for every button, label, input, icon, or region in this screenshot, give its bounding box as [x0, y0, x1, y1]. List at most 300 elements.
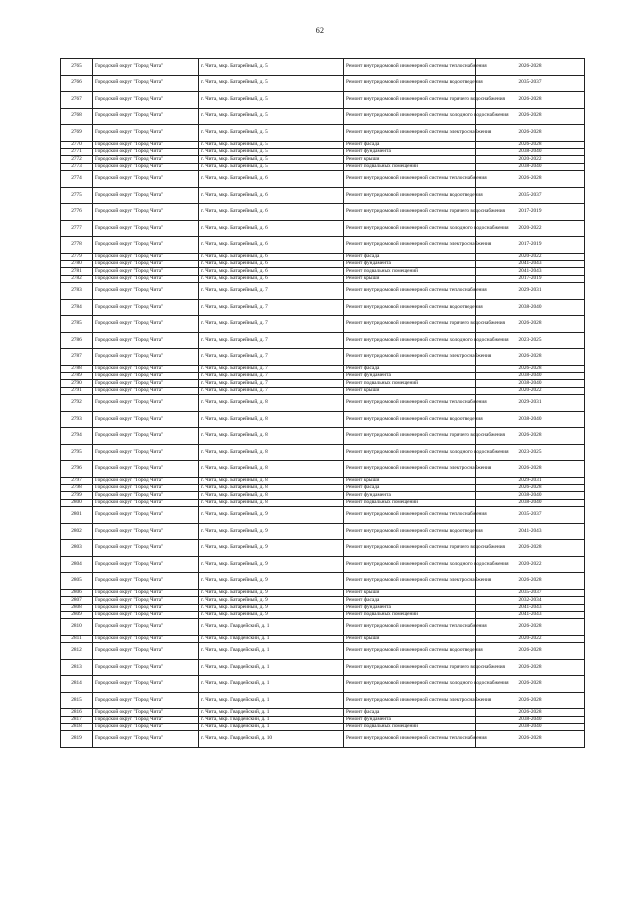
row-number: 2808	[61, 604, 93, 611]
row-number: 2776	[61, 204, 93, 221]
address-cell: г. Чита, мкр. Батарейный, д. 6	[199, 204, 344, 221]
municipality-cell: Городской округ "Город Чита"	[93, 507, 199, 524]
address-cell: г. Чита, мкр. Гвардейский, д. 1	[199, 709, 344, 716]
period-cell: 2038-2040	[476, 499, 585, 506]
address-cell: г. Чита, мкр. Батарейный, д. 9	[199, 604, 344, 611]
work-type-cell: Ремонт подвальных помещений	[344, 611, 476, 618]
address-cell: г. Чита, мкр. Гвардейский, д. 1	[199, 635, 344, 642]
municipality-cell: Городской округ "Город Чита"	[93, 723, 199, 730]
row-number: 2793	[61, 411, 93, 428]
address-cell: г. Чита, мкр. Батарейный, д. 6	[199, 220, 344, 237]
municipality-cell: Городской округ "Город Чита"	[93, 365, 199, 372]
work-type-cell: Ремонт фундамента	[344, 148, 476, 155]
municipality-cell: Городской округ "Город Чита"	[93, 316, 199, 333]
row-number: 2812	[61, 643, 93, 660]
address-cell: г. Чита, мкр. Батарейный, д. 8	[199, 395, 344, 412]
period-cell: 2038-2040	[476, 380, 585, 387]
period-cell: 2026-2028	[476, 573, 585, 590]
table-row	[61, 349, 585, 366]
period-cell: 2026-2028	[476, 59, 585, 76]
work-type-cell: Ремонт подвальных помещений	[344, 499, 476, 506]
period-cell: 2038-2040	[476, 716, 585, 723]
work-type-cell: Ремонт внутридомовой инженерной системы теплоснабжения	[344, 507, 476, 524]
table-row	[61, 499, 585, 506]
work-type-cell: Ремонт внутридомовой инженерной системы водоотведения	[344, 187, 476, 204]
table-row	[61, 589, 585, 596]
address-cell: г. Чита, мкр. Батарейный, д. 7	[199, 365, 344, 372]
period-cell: 2020-2022	[476, 253, 585, 260]
table-row	[61, 316, 585, 333]
municipality-cell: Городской округ "Город Чита"	[93, 237, 199, 254]
row-number: 2813	[61, 659, 93, 676]
work-type-cell: Ремонт внутридомовой инженерной системы горячего водоснабжения	[344, 92, 476, 109]
municipality-cell: Городской округ "Город Чита"	[93, 380, 199, 387]
period-cell: 2026-2028	[476, 461, 585, 478]
row-number: 2802	[61, 523, 93, 540]
municipality-cell: Городской округ "Город Чита"	[93, 444, 199, 461]
table-row	[61, 709, 585, 716]
row-number: 2800	[61, 499, 93, 506]
row-number: 2794	[61, 428, 93, 445]
municipality-cell: Городской округ "Город Чита"	[93, 108, 199, 125]
address-cell: г. Чита, мкр. Батарейный, д. 6	[199, 260, 344, 267]
row-number: 2792	[61, 395, 93, 412]
period-cell: 2020-2022	[476, 556, 585, 573]
work-type-cell: Ремонт фундамента	[344, 492, 476, 499]
period-cell: 2023-2025	[476, 444, 585, 461]
table-row	[61, 611, 585, 618]
row-number: 2818	[61, 723, 93, 730]
address-cell: г. Чита, мкр. Батарейный, д. 7	[199, 373, 344, 380]
row-number: 2810	[61, 619, 93, 636]
work-type-cell: Ремонт внутридомовой инженерной системы водоотведения	[344, 523, 476, 540]
municipality-cell: Городской округ "Город Чита"	[93, 332, 199, 349]
row-number: 2790	[61, 380, 93, 387]
period-cell: 2029-2031	[476, 283, 585, 300]
period-cell: 2017-2019	[476, 237, 585, 254]
row-number: 2772	[61, 156, 93, 163]
work-type-cell: Ремонт крыши	[344, 275, 476, 282]
period-cell: 2020-2022	[476, 387, 585, 394]
period-cell: 2026-2028	[476, 349, 585, 366]
municipality-cell: Городской округ "Город Чита"	[93, 283, 199, 300]
row-number: 2770	[61, 141, 93, 148]
table-row	[61, 171, 585, 188]
address-cell: г. Чита, мкр. Батарейный, д. 9	[199, 573, 344, 590]
table-row	[61, 731, 585, 748]
table-row	[61, 187, 585, 204]
municipality-cell: Городской округ "Город Чита"	[93, 148, 199, 155]
table-row	[61, 643, 585, 660]
work-type-cell: Ремонт фасада	[344, 253, 476, 260]
table-row	[61, 299, 585, 316]
work-type-cell: Ремонт фасада	[344, 597, 476, 604]
table-row	[61, 723, 585, 730]
row-number: 2815	[61, 692, 93, 709]
address-cell: г. Чита, мкр. Батарейный, д. 7	[199, 316, 344, 333]
row-number: 2782	[61, 275, 93, 282]
row-number: 2784	[61, 299, 93, 316]
period-cell: 2026-2028	[476, 709, 585, 716]
address-cell: г. Чита, мкр. Батарейный, д. 9	[199, 597, 344, 604]
work-type-cell: Ремонт внутридомовой инженерной системы горячего водоснабжения	[344, 540, 476, 557]
row-number: 2797	[61, 477, 93, 484]
address-cell: г. Чита, мкр. Гвардейский, д. 1	[199, 723, 344, 730]
municipality-cell: Городской округ "Город Чита"	[93, 387, 199, 394]
address-cell: г. Чита, мкр. Батарейный, д. 6	[199, 171, 344, 188]
address-cell: г. Чита, мкр. Батарейный, д. 6	[199, 268, 344, 275]
municipality-cell: Городской округ "Город Чита"	[93, 556, 199, 573]
table-row	[61, 260, 585, 267]
row-number: 2806	[61, 589, 93, 596]
municipality-cell: Городской округ "Город Чита"	[93, 589, 199, 596]
row-number: 2787	[61, 349, 93, 366]
row-number: 2769	[61, 125, 93, 142]
address-cell: г. Чита, мкр. Батарейный, д. 9	[199, 507, 344, 524]
row-number: 2816	[61, 709, 93, 716]
period-cell: 2023-2025	[476, 332, 585, 349]
row-number: 2786	[61, 332, 93, 349]
table-row	[61, 373, 585, 380]
work-type-cell: Ремонт внутридомовой инженерной системы горячего водоснабжения	[344, 428, 476, 445]
row-number: 2801	[61, 507, 93, 524]
work-type-cell: Ремонт фасада	[344, 365, 476, 372]
address-cell: г. Чита, мкр. Батарейный, д. 6	[199, 275, 344, 282]
capital-repair-table	[60, 58, 585, 748]
table-body	[61, 59, 585, 748]
row-number: 2783	[61, 283, 93, 300]
municipality-cell: Городской округ "Город Чита"	[93, 604, 199, 611]
work-type-cell: Ремонт внутридомовой инженерной системы теплоснабжения	[344, 171, 476, 188]
row-number: 2771	[61, 148, 93, 155]
row-number: 2809	[61, 611, 93, 618]
municipality-cell: Городской округ "Город Чита"	[93, 163, 199, 170]
address-cell: г. Чита, мкр. Гвардейский, д. 1	[199, 619, 344, 636]
period-cell: 2038-2040	[476, 373, 585, 380]
period-cell: 2038-2040	[476, 148, 585, 155]
period-cell: 2032-2034	[476, 597, 585, 604]
municipality-cell: Городской округ "Город Чита"	[93, 619, 199, 636]
municipality-cell: Городской округ "Город Чита"	[93, 540, 199, 557]
period-cell: 2020-2022	[476, 220, 585, 237]
work-type-cell: Ремонт крыши	[344, 387, 476, 394]
row-number: 2781	[61, 268, 93, 275]
municipality-cell: Городской округ "Город Чита"	[93, 461, 199, 478]
municipality-cell: Городской округ "Город Чита"	[93, 141, 199, 148]
address-cell: г. Чита, мкр. Батарейный, д. 9	[199, 611, 344, 618]
page-number: 62	[315, 26, 325, 35]
work-type-cell: Ремонт внутридомовой инженерной системы электроснабжения	[344, 461, 476, 478]
work-type-cell: Ремонт внутридомовой инженерной системы теплоснабжения	[344, 59, 476, 76]
work-type-cell: Ремонт крыши	[344, 156, 476, 163]
table-row	[61, 237, 585, 254]
address-cell: г. Чита, мкр. Батарейный, д. 7	[199, 299, 344, 316]
table-row	[61, 59, 585, 76]
address-cell: г. Чита, мкр. Батарейный, д. 8	[199, 411, 344, 428]
municipality-cell: Городской округ "Город Чита"	[93, 59, 199, 76]
period-cell: 2017-2019	[476, 204, 585, 221]
municipality-cell: Городской округ "Город Чита"	[93, 716, 199, 723]
row-number: 2765	[61, 59, 93, 76]
table-row	[61, 428, 585, 445]
municipality-cell: Городской округ "Город Чита"	[93, 523, 199, 540]
table-row	[61, 659, 585, 676]
municipality-cell: Городской округ "Город Чита"	[93, 477, 199, 484]
table-row	[61, 395, 585, 412]
period-cell: 2026-2028	[476, 365, 585, 372]
municipality-cell: Городской округ "Город Чита"	[93, 299, 199, 316]
work-type-cell: Ремонт внутридомовой инженерной системы электроснабжения	[344, 237, 476, 254]
period-cell: 2035-2037	[476, 589, 585, 596]
table-row	[61, 75, 585, 92]
work-type-cell: Ремонт крыши	[344, 589, 476, 596]
work-type-cell: Ремонт внутридомовой инженерной системы горячего водоснабжения	[344, 659, 476, 676]
table-row	[61, 92, 585, 109]
address-cell: г. Чита, мкр. Батарейный, д. 8	[199, 428, 344, 445]
row-number: 2805	[61, 573, 93, 590]
work-type-cell: Ремонт внутридомовой инженерной системы холодного водоснабжения	[344, 444, 476, 461]
address-cell: г. Чита, мкр. Батарейный, д. 6	[199, 253, 344, 260]
period-cell: 2041-2043	[476, 268, 585, 275]
municipality-cell: Городской округ "Город Чита"	[93, 499, 199, 506]
table-row	[61, 411, 585, 428]
table-row	[61, 125, 585, 142]
table-row	[61, 556, 585, 573]
work-type-cell: Ремонт внутридомовой инженерной системы горячего водоснабжения	[344, 316, 476, 333]
table-row	[61, 635, 585, 642]
period-cell: 2026-2028	[476, 108, 585, 125]
municipality-cell: Городской округ "Город Чита"	[93, 573, 199, 590]
municipality-cell: Городской округ "Город Чита"	[93, 611, 199, 618]
work-type-cell: Ремонт внутридомовой инженерной системы холодного водоснабжения	[344, 220, 476, 237]
table-row	[61, 204, 585, 221]
work-type-cell: Ремонт внутридомовой инженерной системы теплоснабжения	[344, 731, 476, 748]
address-cell: г. Чита, мкр. Батарейный, д. 7	[199, 349, 344, 366]
municipality-cell: Городской округ "Город Чита"	[93, 676, 199, 693]
work-type-cell: Ремонт фасада	[344, 141, 476, 148]
address-cell: г. Чита, мкр. Батарейный, д. 8	[199, 485, 344, 492]
table-row	[61, 387, 585, 394]
address-cell: г. Чита, мкр. Батарейный, д. 5	[199, 148, 344, 155]
work-type-cell: Ремонт подвальных помещений	[344, 380, 476, 387]
work-type-cell: Ремонт внутридомовой инженерной системы холодного водоснабжения	[344, 332, 476, 349]
work-type-cell: Ремонт крыши	[344, 635, 476, 642]
row-number: 2795	[61, 444, 93, 461]
period-cell: 2020-2022	[476, 156, 585, 163]
table-row	[61, 507, 585, 524]
table-row	[61, 523, 585, 540]
address-cell: г. Чита, мкр. Батарейный, д. 5	[199, 156, 344, 163]
municipality-cell: Городской округ "Город Чита"	[93, 709, 199, 716]
municipality-cell: Городской округ "Город Чита"	[93, 171, 199, 188]
period-cell: 2041-2043	[476, 523, 585, 540]
row-number: 2791	[61, 387, 93, 394]
period-cell: 2041-2043	[476, 260, 585, 267]
period-cell: 2035-2037	[476, 75, 585, 92]
municipality-cell: Городской округ "Город Чита"	[93, 260, 199, 267]
work-type-cell: Ремонт подвальных помещений	[344, 723, 476, 730]
work-type-cell: Ремонт фундамента	[344, 373, 476, 380]
municipality-cell: Городской округ "Город Чита"	[93, 597, 199, 604]
municipality-cell: Городской округ "Город Чита"	[93, 253, 199, 260]
table-row	[61, 220, 585, 237]
work-type-cell: Ремонт подвальных помещений	[344, 268, 476, 275]
period-cell: 2020-2022	[476, 635, 585, 642]
table-row	[61, 332, 585, 349]
municipality-cell: Городской округ "Город Чита"	[93, 349, 199, 366]
address-cell: г. Чита, мкр. Батарейный, д. 8	[199, 477, 344, 484]
period-cell: 2026-2028	[476, 125, 585, 142]
period-cell: 2026-2028	[476, 659, 585, 676]
address-cell: г. Чита, мкр. Гвардейский, д. 1	[199, 676, 344, 693]
work-type-cell: Ремонт внутридомовой инженерной системы холодного водоснабжения	[344, 108, 476, 125]
municipality-cell: Городской округ "Город Чита"	[93, 187, 199, 204]
address-cell: г. Чита, мкр. Батарейный, д. 6	[199, 187, 344, 204]
table-row	[61, 692, 585, 709]
municipality-cell: Городской округ "Город Чита"	[93, 92, 199, 109]
table-row	[61, 108, 585, 125]
work-type-cell: Ремонт внутридомовой инженерной системы горячего водоснабжения	[344, 204, 476, 221]
municipality-cell: Городской округ "Город Чита"	[93, 635, 199, 642]
period-cell: 2017-2019	[476, 275, 585, 282]
address-cell: г. Чита, мкр. Батарейный, д. 7	[199, 283, 344, 300]
work-type-cell: Ремонт внутридомовой инженерной системы теплоснабжения	[344, 283, 476, 300]
work-type-cell: Ремонт подвальных помещений	[344, 163, 476, 170]
row-number: 2779	[61, 253, 93, 260]
period-cell: 2026-2028	[476, 316, 585, 333]
municipality-cell: Городской округ "Город Чита"	[93, 659, 199, 676]
table-row	[61, 163, 585, 170]
row-number: 2799	[61, 492, 93, 499]
period-cell: 2026-2028	[476, 428, 585, 445]
address-cell: г. Чита, мкр. Батарейный, д. 8	[199, 499, 344, 506]
address-cell: г. Чита, мкр. Батарейный, д. 5	[199, 92, 344, 109]
address-cell: г. Чита, мкр. Гвардейский, д. 1	[199, 692, 344, 709]
row-number: 2778	[61, 237, 93, 254]
period-cell: 2026-2028	[476, 676, 585, 693]
period-cell: 2026-2028	[476, 731, 585, 748]
address-cell: г. Чита, мкр. Гвардейский, д. 1	[199, 659, 344, 676]
address-cell: г. Чита, мкр. Батарейный, д. 9	[199, 523, 344, 540]
row-number: 2814	[61, 676, 93, 693]
address-cell: г. Чита, мкр. Батарейный, д. 9	[199, 556, 344, 573]
period-cell: 2026-2028	[476, 485, 585, 492]
table-row	[61, 275, 585, 282]
municipality-cell: Городской округ "Город Чита"	[93, 156, 199, 163]
municipality-cell: Городской округ "Город Чита"	[93, 692, 199, 709]
work-type-cell: Ремонт крыши	[344, 477, 476, 484]
work-type-cell: Ремонт внутридомовой инженерной системы водоотведения	[344, 299, 476, 316]
address-cell: г. Чита, мкр. Батарейный, д. 5	[199, 59, 344, 76]
period-cell: 2038-2040	[476, 723, 585, 730]
municipality-cell: Городской округ "Город Чита"	[93, 428, 199, 445]
period-cell: 2038-2040	[476, 163, 585, 170]
table-row	[61, 148, 585, 155]
period-cell: 2041-2043	[476, 604, 585, 611]
municipality-cell: Городской округ "Город Чита"	[93, 411, 199, 428]
period-cell: 2041-2043	[476, 611, 585, 618]
address-cell: г. Чита, мкр. Батарейный, д. 9	[199, 589, 344, 596]
row-number: 2767	[61, 92, 93, 109]
work-type-cell: Ремонт фундамента	[344, 716, 476, 723]
address-cell: г. Чита, мкр. Батарейный, д. 7	[199, 387, 344, 394]
period-cell: 2026-2028	[476, 171, 585, 188]
period-cell: 2029-2031	[476, 477, 585, 484]
period-cell: 2035-2037	[476, 507, 585, 524]
period-cell: 2026-2028	[476, 92, 585, 109]
row-number: 2788	[61, 365, 93, 372]
municipality-cell: Городской округ "Город Чита"	[93, 125, 199, 142]
work-type-cell: Ремонт внутридомовой инженерной системы водоотведения	[344, 75, 476, 92]
municipality-cell: Городской округ "Город Чита"	[93, 220, 199, 237]
table-row	[61, 573, 585, 590]
municipality-cell: Городской округ "Город Чита"	[93, 485, 199, 492]
row-number: 2768	[61, 108, 93, 125]
address-cell: г. Чита, мкр. Батарейный, д. 5	[199, 108, 344, 125]
table-row	[61, 619, 585, 636]
address-cell: г. Чита, мкр. Батарейный, д. 7	[199, 380, 344, 387]
table-row	[61, 676, 585, 693]
municipality-cell: Городской округ "Город Чита"	[93, 275, 199, 282]
address-cell: г. Чита, мкр. Батарейный, д. 5	[199, 75, 344, 92]
work-type-cell: Ремонт внутридомовой инженерной системы холодного водоснабжения	[344, 676, 476, 693]
address-cell: г. Чита, мкр. Батарейный, д. 8	[199, 492, 344, 499]
row-number: 2766	[61, 75, 93, 92]
table-row	[61, 444, 585, 461]
address-cell: г. Чита, мкр. Батарейный, д. 7	[199, 332, 344, 349]
address-cell: г. Чита, мкр. Гвардейский, д. 10	[199, 731, 344, 748]
work-type-cell: Ремонт внутридомовой инженерной системы теплоснабжения	[344, 619, 476, 636]
row-number: 2774	[61, 171, 93, 188]
municipality-cell: Городской округ "Город Чита"	[93, 731, 199, 748]
address-cell: г. Чита, мкр. Батарейный, д. 6	[199, 237, 344, 254]
address-cell: г. Чита, мкр. Гвардейский, д. 1	[199, 716, 344, 723]
table-row	[61, 597, 585, 604]
row-number: 2777	[61, 220, 93, 237]
period-cell: 2038-2040	[476, 299, 585, 316]
row-number: 2807	[61, 597, 93, 604]
row-number: 2773	[61, 163, 93, 170]
work-type-cell: Ремонт внутридомовой инженерной системы водоотведения	[344, 643, 476, 660]
municipality-cell: Городской округ "Город Чита"	[93, 373, 199, 380]
row-number: 2785	[61, 316, 93, 333]
row-number: 2819	[61, 731, 93, 748]
work-type-cell: Ремонт фундамента	[344, 260, 476, 267]
work-type-cell: Ремонт внутридомовой инженерной системы электроснабжения	[344, 692, 476, 709]
municipality-cell: Городской округ "Город Чита"	[93, 268, 199, 275]
municipality-cell: Городской округ "Город Чита"	[93, 643, 199, 660]
municipality-cell: Городской округ "Город Чита"	[93, 75, 199, 92]
period-cell: 2026-2028	[476, 540, 585, 557]
address-cell: г. Чита, мкр. Батарейный, д. 8	[199, 444, 344, 461]
work-type-cell: Ремонт внутридомовой инженерной системы электроснабжения	[344, 125, 476, 142]
period-cell: 2035-2037	[476, 187, 585, 204]
table-row	[61, 283, 585, 300]
work-type-cell: Ремонт внутридомовой инженерной системы электроснабжения	[344, 349, 476, 366]
work-type-cell: Ремонт внутридомовой инженерной системы холодного водоснабжения	[344, 556, 476, 573]
address-cell: г. Чита, мкр. Батарейный, д. 9	[199, 540, 344, 557]
row-number: 2775	[61, 187, 93, 204]
work-type-cell: Ремонт фасада	[344, 485, 476, 492]
row-number: 2817	[61, 716, 93, 723]
row-number: 2789	[61, 373, 93, 380]
work-type-cell: Ремонт внутридомовой инженерной системы водоотведения	[344, 411, 476, 428]
table-row	[61, 540, 585, 557]
work-type-cell: Ремонт фасада	[344, 709, 476, 716]
municipality-cell: Городской округ "Город Чита"	[93, 395, 199, 412]
address-cell: г. Чита, мкр. Батарейный, д. 8	[199, 461, 344, 478]
row-number: 2811	[61, 635, 93, 642]
